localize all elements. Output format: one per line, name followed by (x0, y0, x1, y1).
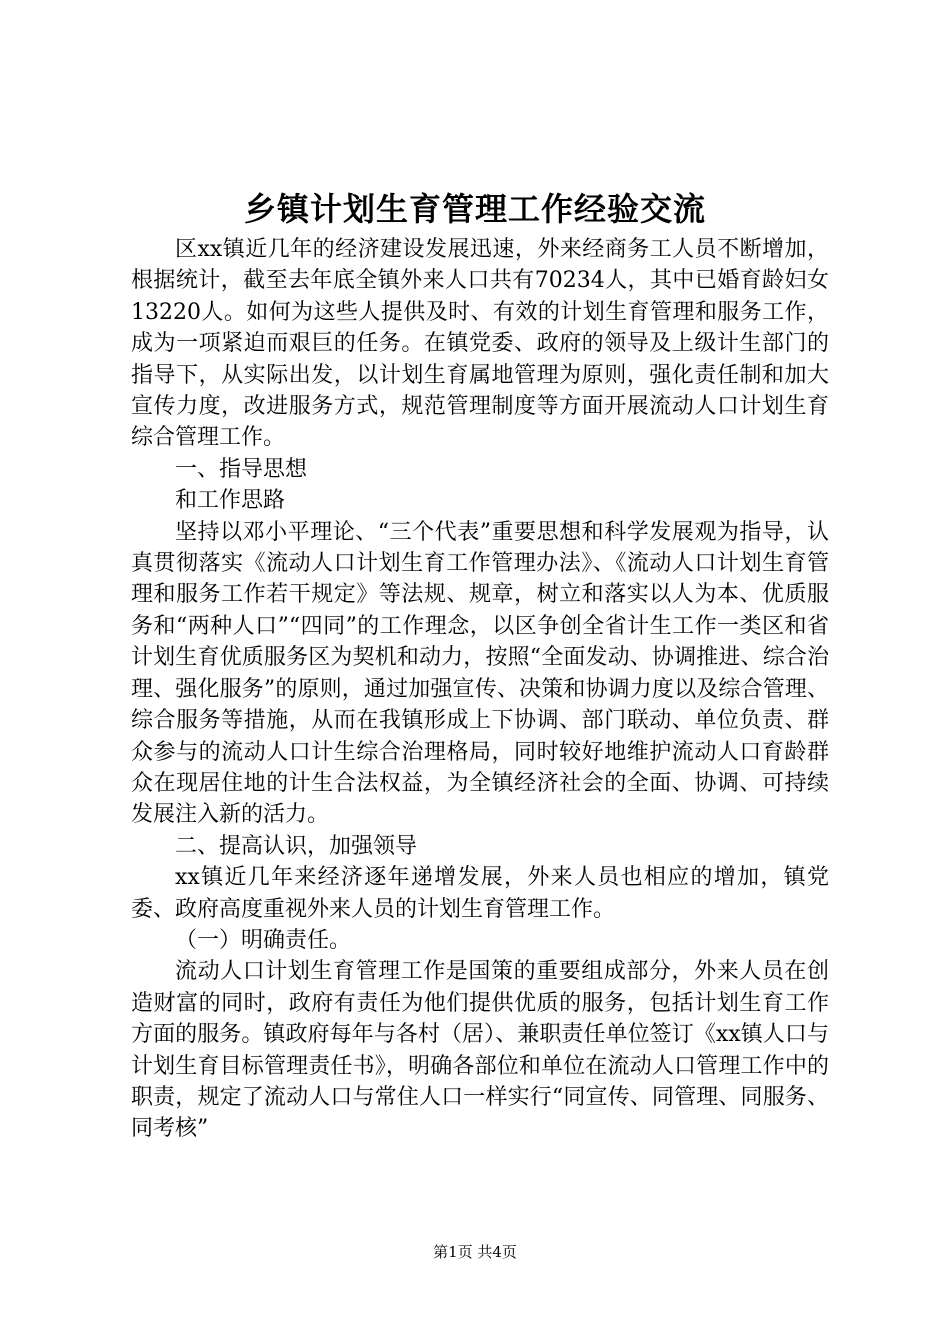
paragraph-leadership: xx镇近几年来经济逐年递增发展，外来人员也相应的增加，镇党委、政府高度重视外来人员的计划生育管理工作。 (131, 865, 829, 922)
section-heading-1: 一、指导思想 (175, 456, 308, 482)
subsection-heading-1: （一）明确责任。 (175, 927, 352, 953)
paragraph-guiding-thought: 坚持以邓小平理论、“三个代表”重要思想和科学发展观为指导，认真贯彻落实《流动人口计划生育工作管理办法》、《流动人口计划生育管理和服务工作若干规定》等法规、规章，树立和落实以人为本、优质服务和“两种人口”“四同”的工作理念，以区争创全省计生工作一类区和省计划生育优质服务区为契机和动力，按照“全面发动、协调推进、综合治理、强化服务”的原则，通过加强宣传、决策和协调力度以及综合管理、综合服务等措施，从而在我镇形成上下协调、部门联动、单位负责、群众参与的流动人口计生综合治理格局，同时较好地维护流动人口育龄群众在现居住地的计生合法权益，为全镇经济社会的全面、协调、可持续发展注入新的活力。 (131, 519, 829, 828)
paragraph-responsibility: 流动人口计划生育管理工作是国策的重要组成部分，外来人员在创造财富的同时，政府有责任为他们提供优质的服务，包括计划生育工作方面的服务。镇政府每年与各村（居）、兼职责任单位签订《xx镇人口与计划生育目标管理责任书》，明确各部位和单位在流动人口管理工作中的职责，规定了流动人口与常住人口一样实行“同宣传、同管理、同服务、同考核” (131, 959, 829, 1142)
paragraph-intro: 区xx镇近几年的经济建设发展迅速，外来经商务工人员不断增加，根据统计，截至去年底全镇外来人口共有70234人，其中已婚育龄妇女13220人。如何为这些人提供及时、有效的计划生育管理和服务工作，成为一项紧迫而艰巨的任务。在镇党委、政府的领导及上级计生部门的指导下，从实际出发，以计划生育属地管理为原则，强化责任制和加大宣传力度，改进服务方式，规范管理制度等方面开展流动人口计划生育综合管理工作。 (131, 237, 829, 451)
page-footer: 第1页 共4页 (433, 1243, 517, 1261)
document-title: 乡镇计划生育管理工作经验交流 (243, 190, 706, 228)
section-heading-2: 二、提高认识，加强领导 (175, 833, 418, 859)
document-body (131, 234, 829, 1145)
section-heading-1-continued: 和工作思路 (175, 488, 286, 514)
